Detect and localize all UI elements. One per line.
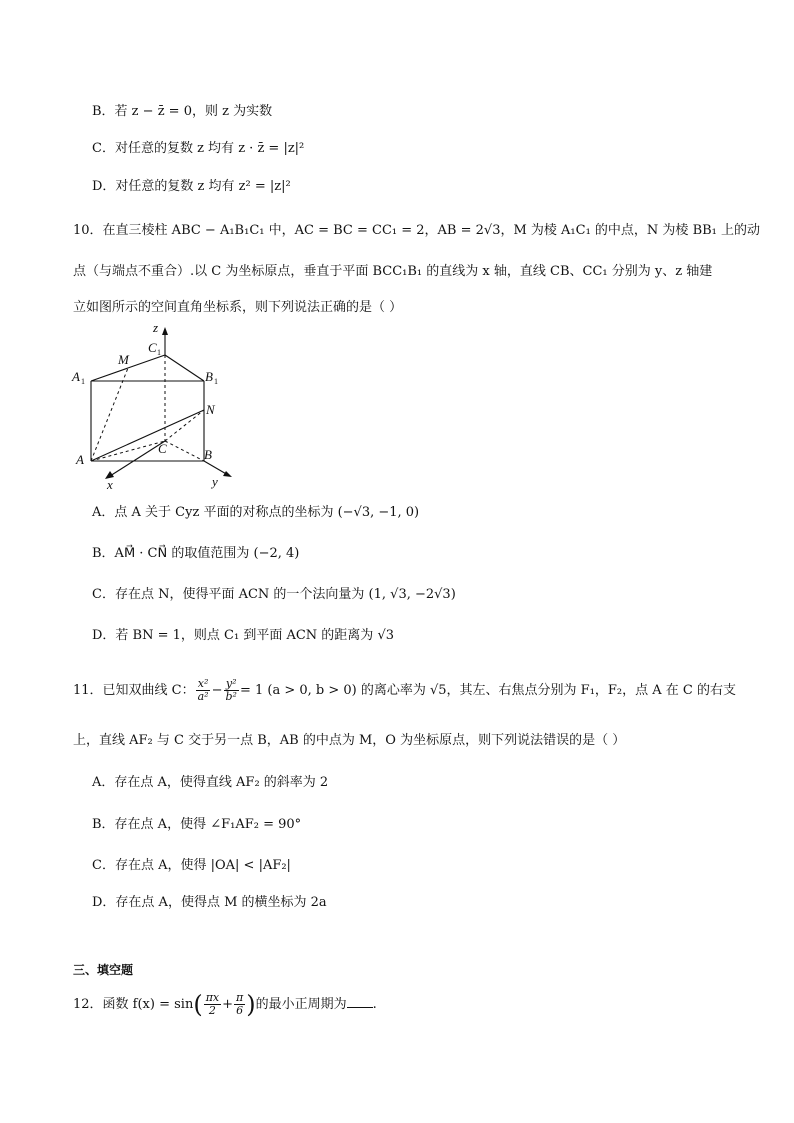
segment-an <box>91 410 204 461</box>
section-heading-fill-blank: 三、填空题 <box>73 963 134 977</box>
q10-option-b: B．AM⃗ · CN⃗ 的取值范围为 (−2, 4) <box>92 546 300 561</box>
q10-option-d: D．若 BN = 1，则点 C₁ 到平面 ACN 的距离为 √3 <box>92 628 394 643</box>
q11-frac1-num: x² <box>197 677 209 690</box>
label-a1-sub: 1 <box>81 377 85 386</box>
z-axis-arrow <box>162 327 168 335</box>
q12-left-paren: ( <box>193 990 203 1019</box>
label-z: z <box>153 320 159 335</box>
label-y: y <box>212 474 218 489</box>
q11-stem-line1: 11．已知双曲线 C： $\frac{\text{x²}}{\text{a²}}$ − $\frac{\text{y²}}{\text{b²}}$ = 1 (a > 0, b > 0) 的离心率为 √5，其左、右焦点分别为 F₁，F₂，点 A 在 C 的右支 <box>73 677 736 703</box>
q9-option-b: B．若 z − z̄ = 0，则 z 为实数 <box>92 104 273 119</box>
y-axis-arrow <box>223 471 232 477</box>
label-a1: A <box>72 369 80 384</box>
q11-frac2-den: b² <box>225 690 237 703</box>
q10-stem-line3: 立如图所示的空间直角坐标系，则下列说法正确的是（ ） <box>73 300 403 315</box>
q12-frac2-num: π <box>236 991 244 1004</box>
q11-option-b: B．存在点 A，使得 ∠F₁AF₂ = 90° <box>92 817 302 832</box>
label-x: x <box>107 477 113 492</box>
q12-suffix: 的最小正周期为 <box>255 997 347 1012</box>
q11-frac1-den: a² <box>197 690 209 703</box>
q10-option-c: C．存在点 N，使得平面 ACN 的一个法向量为 (1, √3, −2√3) <box>92 587 456 602</box>
q10-stem-line2: 点（与端点不重合）.以 C 为坐标原点，垂直于平面 BCC₁B₁ 的直线为 x 轴，直线 CB、CC₁ 分别为 y、z 轴建 <box>73 264 713 279</box>
q12-stem: 12．函数 f(x) = sin( $\frac{\pi x}{2}$ + $\frac{\pi}{6}$ )的最小正周期为 . <box>73 990 377 1019</box>
label-c1: C <box>148 340 157 355</box>
q12-frac2-den: 6 <box>236 1004 244 1017</box>
q11-fraction-x <box>196 678 211 703</box>
label-b1-sub: 1 <box>214 377 218 386</box>
label-m: M <box>118 352 129 367</box>
label-c1-sub: 1 <box>157 348 161 357</box>
q12-answer-blank[interactable] <box>347 995 373 1008</box>
q11-prefix: 11．已知双曲线 C： <box>73 683 195 698</box>
q11-suffix: = 1 (a > 0, b > 0) 的离心率为 √5，其左、右焦点分别为 F₁，F₂，点 A 在 C 的右支 <box>239 683 736 698</box>
label-b: B <box>204 447 212 462</box>
q12-frac1-num: πx <box>205 991 220 1004</box>
edge-cb-hidden <box>165 441 204 461</box>
q12-prefix: 12．函数 f(x) = sin <box>73 997 194 1012</box>
label-n: N <box>206 402 215 417</box>
q12-fraction-pix <box>204 992 221 1017</box>
label-b1: B <box>205 369 213 384</box>
q9-option-d: D．对任意的复数 z 均有 z² = |z|² <box>92 179 291 194</box>
x-axis <box>110 441 165 476</box>
edge-c1b1 <box>165 355 204 381</box>
q12-plus: + <box>222 997 234 1012</box>
q9-option-c: C．对任意的复数 z 均有 z · z̄ = |z|² <box>92 141 305 156</box>
q12-right-paren: ) <box>246 990 256 1019</box>
label-a: A <box>76 452 84 467</box>
q11-stem-line2: 上，直线 AF₂ 与 C 交于另一点 B，AB 的中点为 M，O 为坐标原点，则下列说法错误的是（ ） <box>73 733 626 748</box>
q11-frac2-num: y² <box>225 677 237 690</box>
q11-option-d: D．存在点 A，使得点 M 的横坐标为 2a <box>92 895 327 910</box>
q12-frac1-den: 2 <box>208 1004 216 1017</box>
q10-option-a: A．点 A 关于 Cyz 平面的对称点的坐标为 (−√3, −1, 0) <box>92 505 420 520</box>
q11-option-a: A．存在点 A，使得直线 AF₂ 的斜率为 2 <box>92 775 329 790</box>
q12-fraction-pi <box>234 992 245 1017</box>
label-c: C <box>158 441 167 456</box>
q11-option-c: C．存在点 A，使得 |OA| < |AF₂| <box>92 858 291 873</box>
q10-stem-line1: 10．在直三棱柱 ABC − A₁B₁C₁ 中，AC = BC = CC₁ = 2，AB = 2√3，M 为棱 A₁C₁ 的中点，N 为棱 BB₁ 上的动 <box>73 223 761 238</box>
prism-coordinate-figure <box>68 318 248 493</box>
y-axis <box>204 461 228 475</box>
q11-fraction-y <box>224 678 239 703</box>
